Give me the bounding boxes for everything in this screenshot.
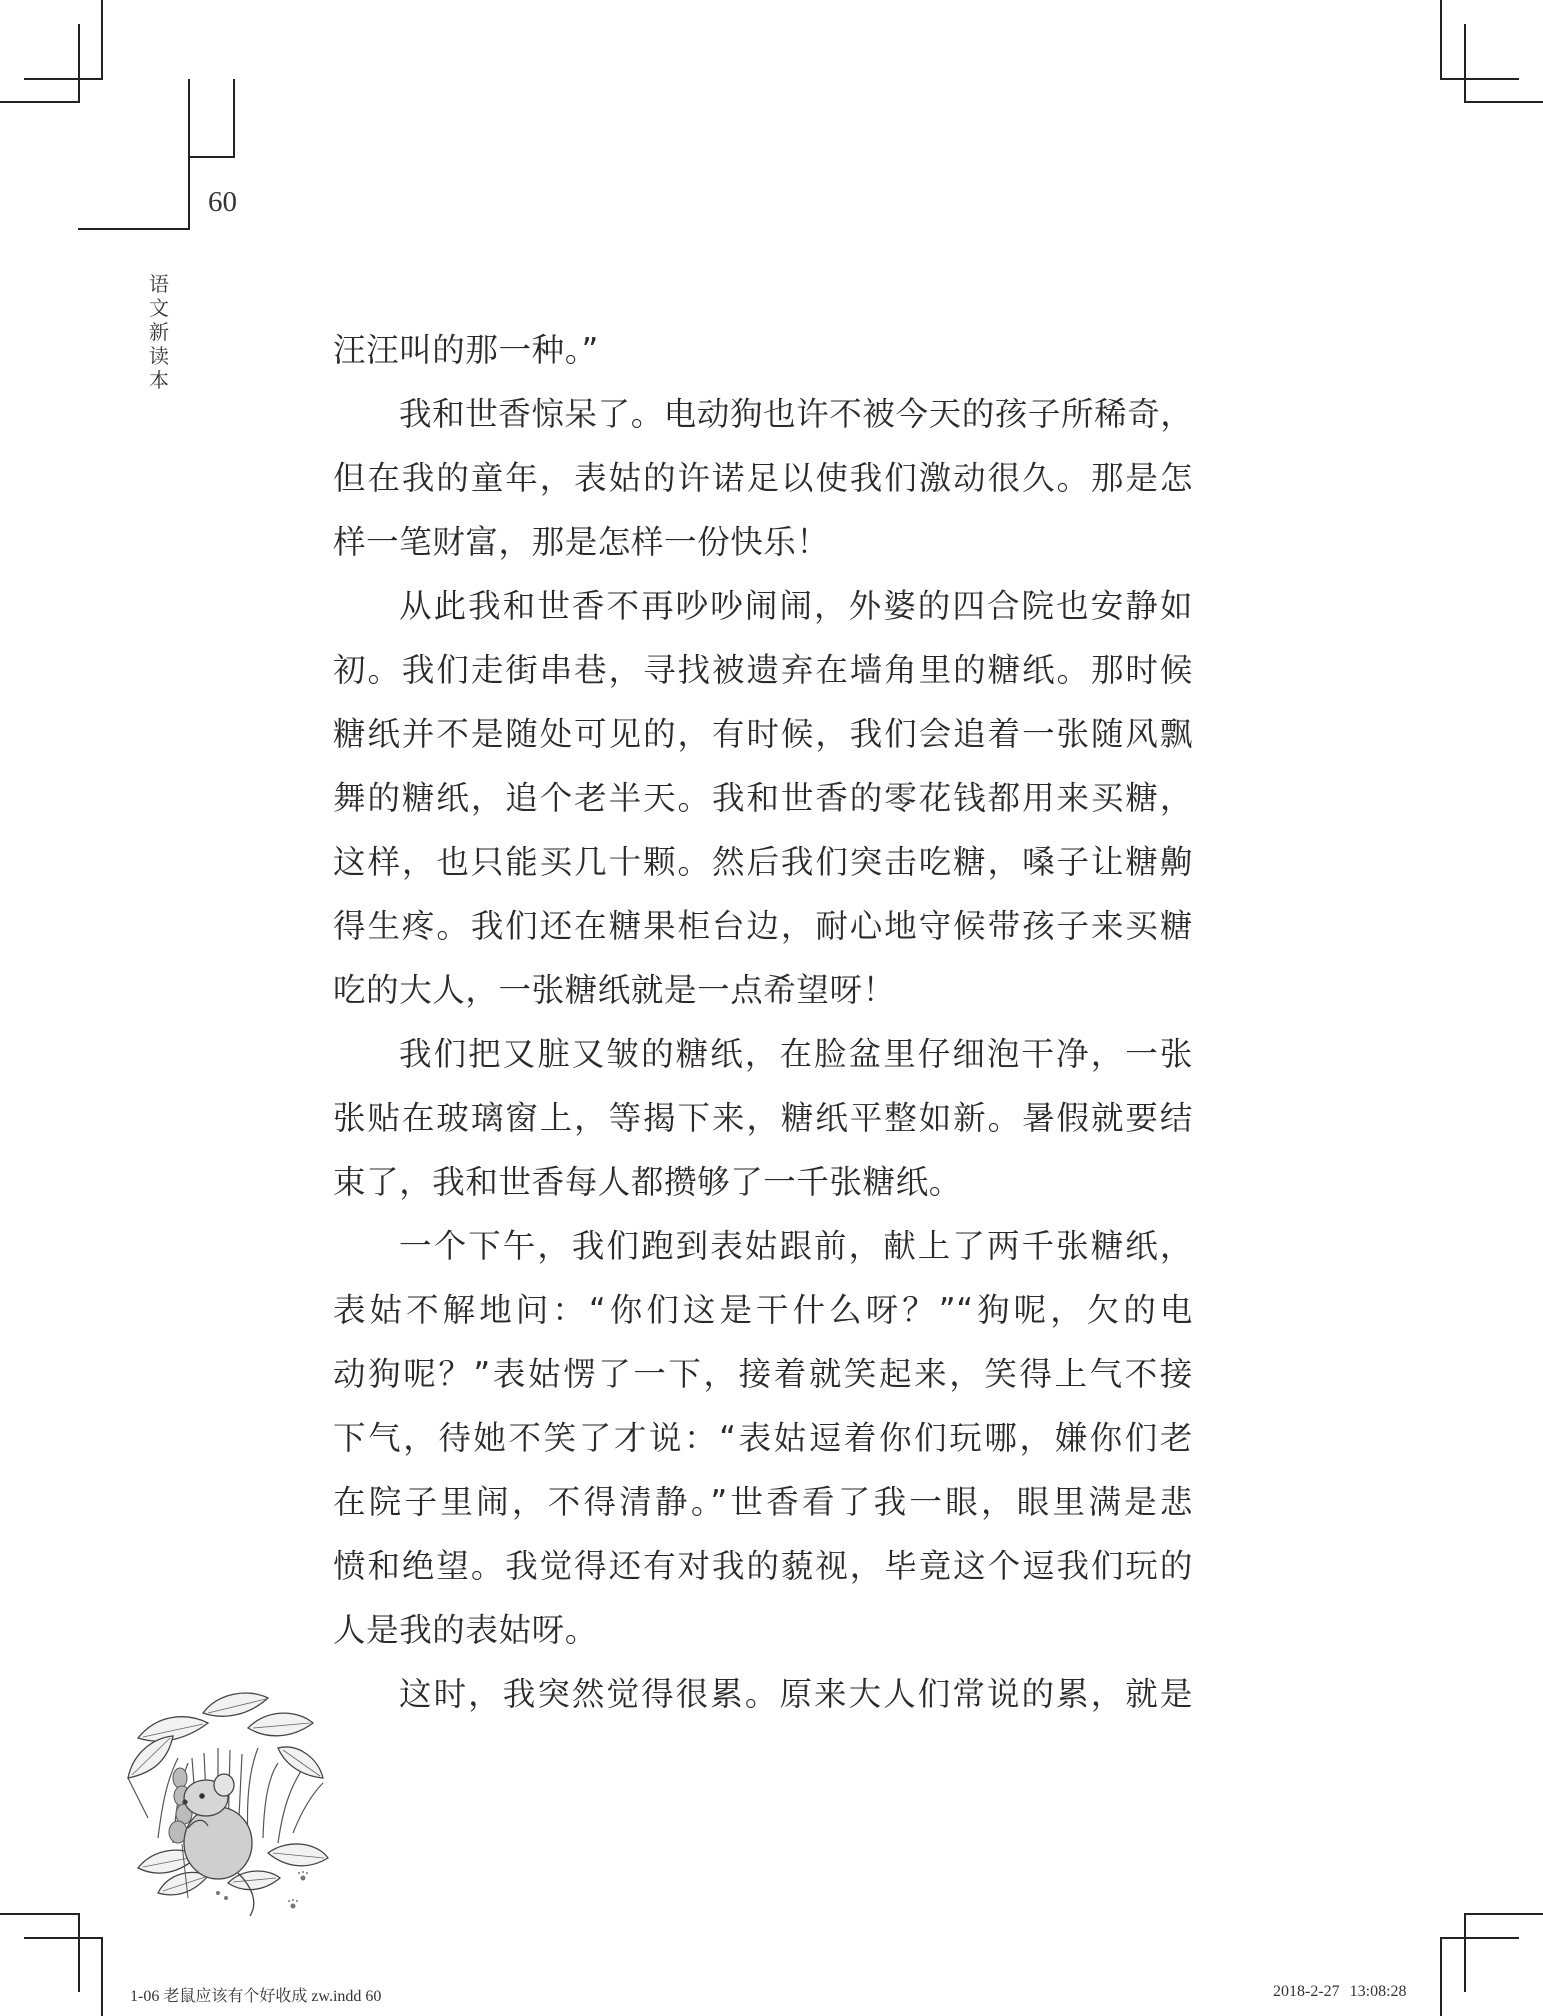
text-line: 舞的糖纸，追个老半天。我和世香的零花钱都用来买糖， [333, 779, 1193, 817]
crop-mark-top-left-outer-v [101, 0, 103, 80]
text-line: 动狗呢？”表姑愣了一下，接着就笑起来，笑得上气不接 [333, 1355, 1193, 1393]
running-title-char: 新 [149, 320, 169, 344]
crop-mark-top-left-inner-h [0, 101, 80, 103]
text-line: 一个下午，我们跑到表姑跟前，献上了两千张糖纸， [399, 1227, 1193, 1265]
running-title-char: 文 [149, 296, 169, 320]
crop-mark-top-right-inner-h [1464, 101, 1543, 103]
text-line: 但在我的童年，表姑的许诺足以使我们激动很久。那是怎 [333, 459, 1193, 497]
crop-mark-top-right-outer-v [1440, 0, 1442, 80]
text-line: 我和世香惊呆了。电动狗也许不被今天的孩子所稀奇， [399, 395, 1194, 433]
crop-mark-bottom-left-outer-v [101, 1937, 103, 2016]
text-line: 在院子里闹，不得清静。”世香看了我一眼，眼里满是悲 [333, 1483, 1193, 1521]
header-rule-mid [188, 156, 235, 158]
text-line: 糖纸并不是随处可见的，有时候，我们会追着一张随风飘 [333, 715, 1193, 753]
text-line: 张贴在玻璃窗上，等揭下来，糖纸平整如新。暑假就要结 [333, 1099, 1193, 1137]
running-title-char: 语 [149, 272, 169, 296]
crop-mark-bottom-right-outer-h [1440, 1937, 1519, 1939]
crop-mark-top-left-inner-v [78, 24, 80, 103]
crop-mark-top-right-outer-h [1440, 78, 1519, 80]
text-line: 束了，我和世香每人都攒够了一千张糖纸。 [333, 1163, 962, 1201]
text-line: 从此我和世香不再吵吵闹闹，外婆的四合院也安静如 [399, 587, 1193, 625]
text-line: 我们把又脏又皱的糖纸，在脸盆里仔细泡干净，一张 [399, 1035, 1193, 1073]
text-line: 得生疼。我们还在糖果柜台边，耐心地守候带孩子来买糖 [333, 907, 1193, 945]
crop-mark-bottom-left-inner-h [0, 1913, 80, 1915]
crop-mark-top-left-outer-h [24, 78, 103, 80]
text-line: 下气，待她不笑了才说：“表姑逗着你们玩哪，嫌你们老 [333, 1419, 1193, 1457]
crop-mark-bottom-left-outer-h [24, 1937, 103, 1939]
text-line: 汪汪叫的那一种。” [333, 331, 599, 369]
footer-timestamp: 2018-2-27 13:08:28 [1273, 1983, 1407, 2000]
body-text [333, 318, 1193, 1726]
crop-mark-top-right-inner-v [1464, 24, 1466, 103]
text-line: 愤和绝望。我觉得还有对我的藐视，毕竟这个逗我们玩的 [333, 1547, 1193, 1585]
header-rule-long-vertical [188, 79, 190, 230]
running-title-char: 读 [149, 344, 169, 368]
crop-mark-bottom-left-inner-v [78, 1913, 80, 1992]
crop-mark-bottom-right-inner-v [1464, 1913, 1466, 1992]
crop-mark-bottom-right-outer-v [1440, 1937, 1442, 2016]
text-line: 吃的大人，一张糖纸就是一点希望呀！ [333, 971, 896, 1009]
footer-file-info: 1-06 老鼠应该有个好收成 zw.indd 60 [130, 1988, 382, 2005]
running-title-char: 本 [149, 368, 169, 392]
page-number: 60 [208, 186, 237, 218]
running-title [147, 272, 171, 392]
text-line: 表姑不解地问：“你们这是干什么呀？”“狗呢，欠的电 [333, 1291, 1193, 1329]
text-line: 这样，也只能买几十颗。然后我们突击吃糖，嗓子让糖齁 [333, 843, 1193, 881]
text-line: 这时，我突然觉得很累。原来大人们常说的累，就是 [399, 1675, 1193, 1713]
text-line: 样一笔财富，那是怎样一份快乐！ [333, 523, 830, 561]
text-line: 人是我的表姑呀。 [333, 1611, 598, 1649]
header-rule-bottom [78, 228, 190, 230]
text-line: 初。我们走街串巷，寻找被遗弃在墙角里的糖纸。那时候 [333, 651, 1193, 689]
mouse-illustration [118, 1668, 330, 1918]
header-rule-short-vertical [233, 79, 235, 158]
crop-mark-bottom-right-inner-h [1464, 1913, 1543, 1915]
